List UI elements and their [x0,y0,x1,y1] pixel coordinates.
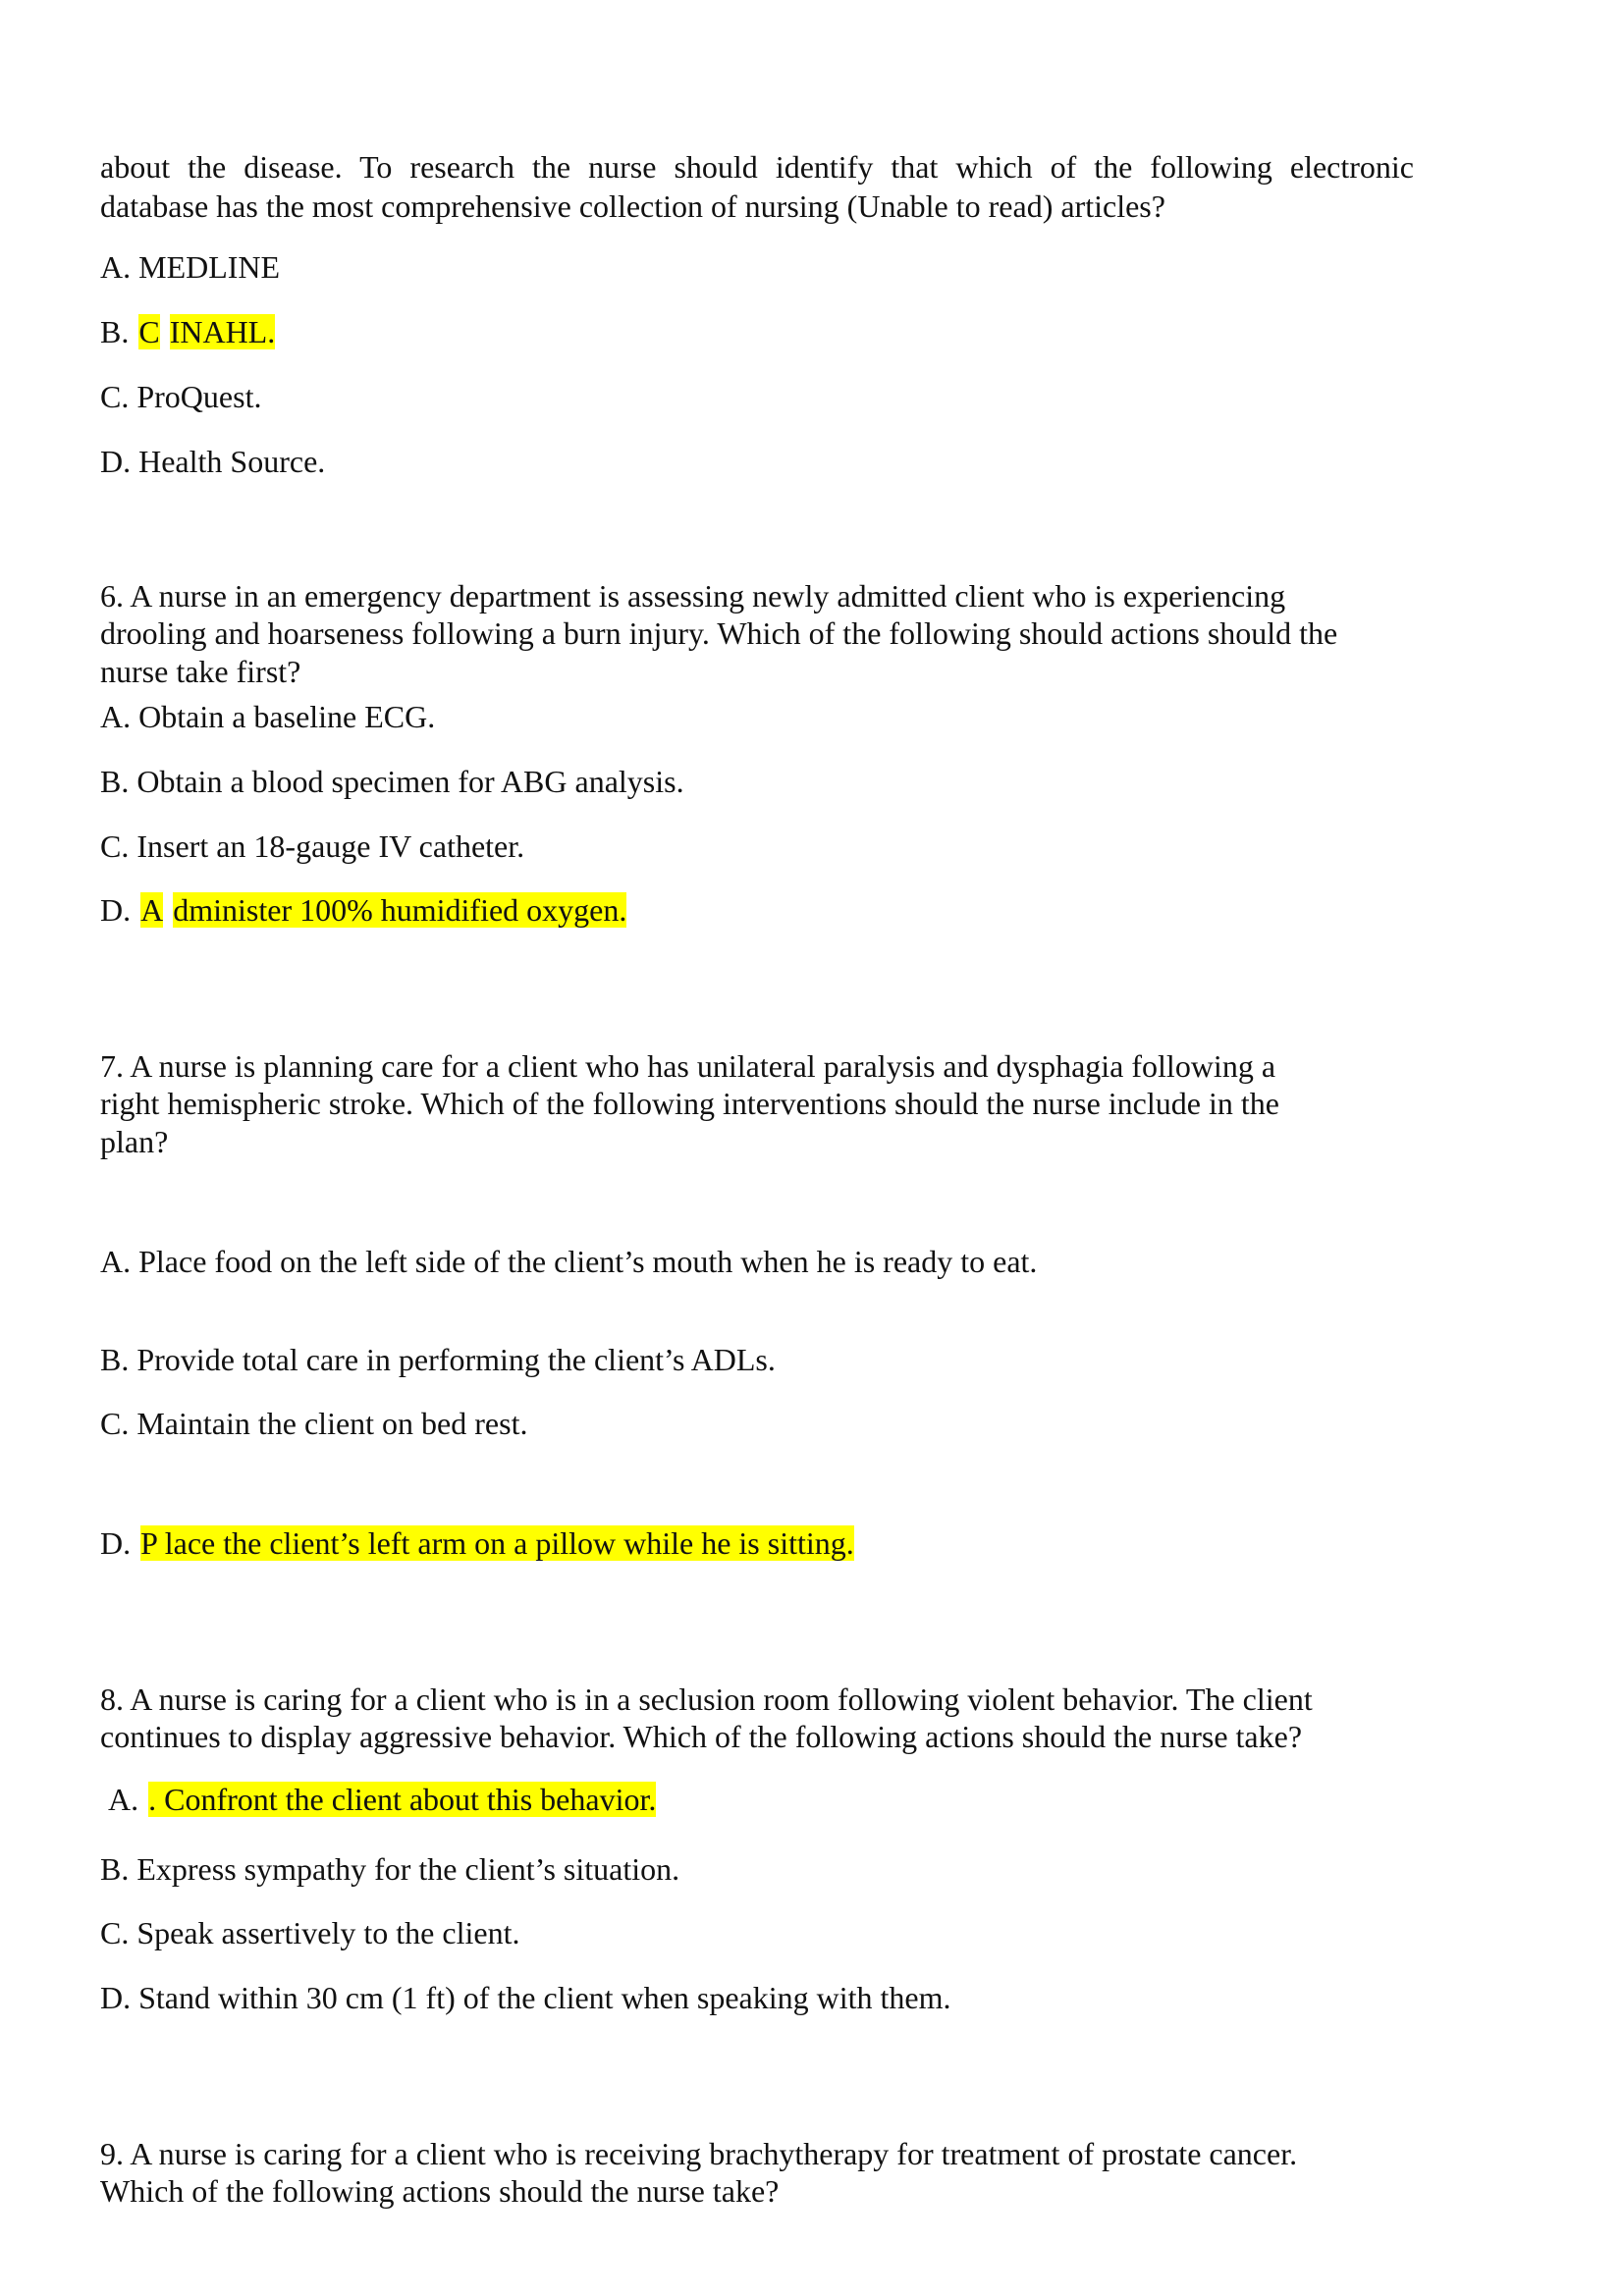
intro-option-a: A. MEDLINE [100,249,281,285]
intro-option-b-label: B. [100,314,130,349]
intro-option-b [100,312,275,351]
q6-option-d-highlight-1: A [140,892,164,928]
q8-option-a [108,1780,656,1819]
q6-stem-line-1: 6. A nurse in an emergency department is assessing newly admitted client who is experiencing [100,578,1286,614]
q6-option-a: A. Obtain a baseline ECG. [100,699,436,734]
q6-stem-line-2: drooling and hoarseness following a burn injury. Which of the following should actions should the [100,615,1338,651]
q6-stem-line-3: nurse take first? [100,654,301,689]
q8-stem-line-1: 8. A nurse is caring for a client who is in a seclusion room following violent behavior. The client [100,1682,1313,1717]
q6-option-d-highlight-2: dminister 100% humidified oxygen. [173,892,627,928]
q7-option-d-label: D. [100,1525,132,1561]
q7-stem-line-2: right hemispheric stroke. Which of the following interventions should the nurse include in the [100,1086,1279,1121]
intro-option-b-highlight-2: INAHL. [169,314,276,349]
q8-option-b: B. Express sympathy for the client’s situation. [100,1851,680,1887]
q8-option-d: D. Stand within 30 cm (1 ft) of the client when speaking with them. [100,1980,951,2015]
q8-option-a-highlight: . Confront the client about this behavior. [148,1782,657,1817]
q7-option-a: A. Place food on the left side of the client’s mouth when he is ready to eat. [100,1244,1038,1279]
intro-option-c: C. ProQuest. [100,379,262,414]
q8-stem-line-2: continues to display aggressive behavior. Which of the following actions should the nurse take? [100,1719,1303,1754]
q8-option-c: C. Speak assertively to the client. [100,1915,520,1950]
intro-question-line-1: about the disease. To research the nurse should identify that which of the following electronic [100,149,1414,185]
q9-stem-line-2: Which of the following actions should the nurse take? [100,2173,780,2209]
q7-option-d [100,1523,854,1563]
q9-stem-line-1: 9. A nurse is caring for a client who is receiving brachytherapy for treatment of prostate cancer. [100,2136,1298,2171]
q6-option-c: C. Insert an 18-gauge IV catheter. [100,828,525,864]
q6-option-d [100,890,626,930]
q7-option-b: B. Provide total care in performing the client’s ADLs. [100,1342,776,1377]
q6-option-b: B. Obtain a blood specimen for ABG analysis. [100,764,684,799]
q8-option-a-label: A. [108,1782,139,1817]
q7-stem-line-3: plan? [100,1124,169,1159]
q7-option-d-highlight: P lace the client’s left arm on a pillow while he is sitting. [140,1525,854,1561]
q7-stem-line-1: 7. A nurse is planning care for a client who has unilateral paralysis and dysphagia following a [100,1048,1276,1084]
intro-question-line-2: database has the most comprehensive collection of nursing (Unable to read) articles? [100,188,1165,224]
intro-option-b-highlight-1: C [138,314,160,349]
q6-option-d-label: D. [100,892,132,928]
q7-option-c: C. Maintain the client on bed rest. [100,1406,528,1441]
intro-option-d: D. Health Source. [100,444,326,479]
